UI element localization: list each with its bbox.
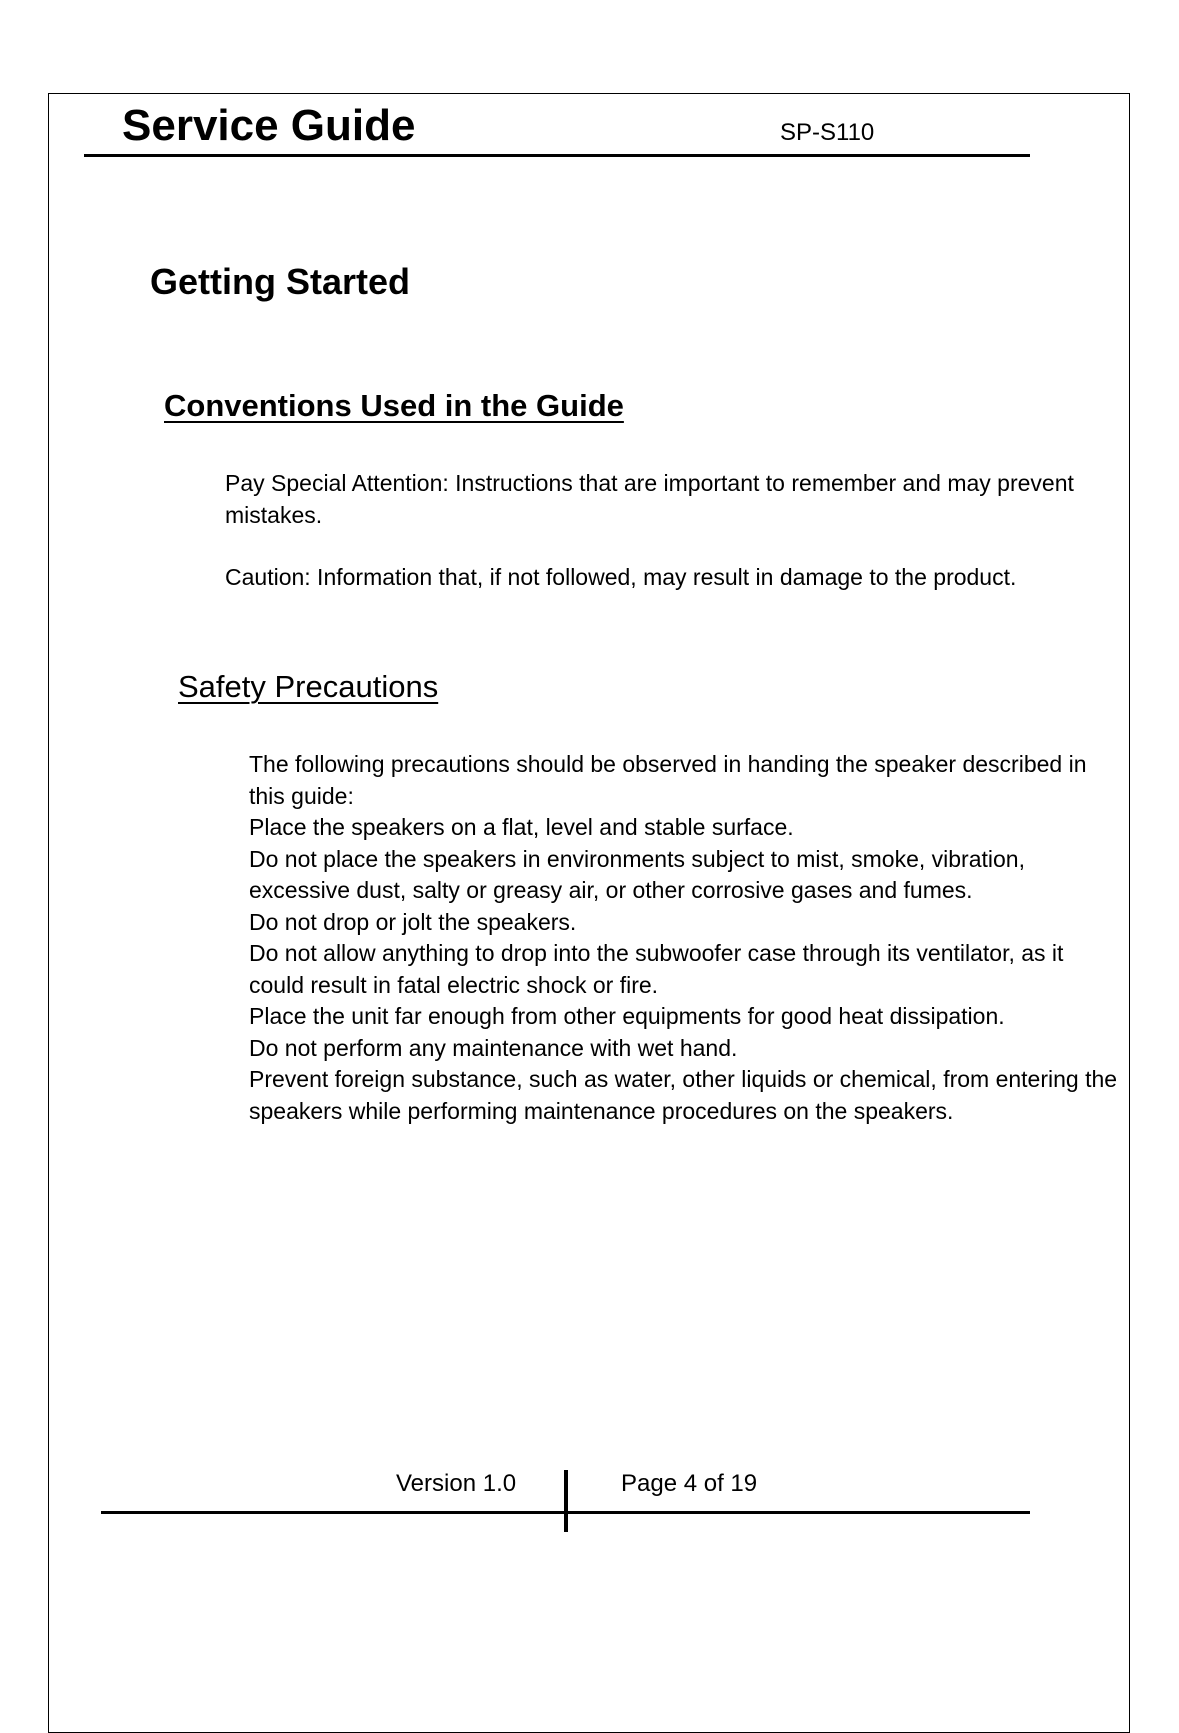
footer-version: Version 1.0: [396, 1470, 517, 1497]
model-number: SP-S110: [780, 119, 875, 146]
footer-divider: [564, 1470, 568, 1532]
safety-item: Do not place the speakers in environments subject to mist, smoke, vibration, excessive dust, salty or greasy air, or other corrosive gases and fumes.: [249, 845, 1025, 903]
safety-intro: The following precautions should be observed in handing the speaker described in this guide:: [249, 751, 1087, 809]
conventions-heading: Conventions Used in the Guide: [164, 388, 624, 423]
footer-page-number: Page 4 of 19: [621, 1470, 758, 1497]
safety-item: Place the speakers on a flat, level and stable surface.: [249, 814, 794, 840]
safety-item: Place the unit far enough from other equipments for good heat dissipation.: [249, 1003, 1005, 1029]
safety-heading: Safety Precautions: [178, 669, 439, 704]
caution-paragraph: Caution: Information that, if not followed, may result in damage to the product.: [225, 564, 1017, 590]
attention-paragraph: Pay Special Attention: Instructions that are important to remember and may prevent mistakes.: [225, 470, 1074, 528]
header-rule: [84, 154, 1030, 157]
safety-item: Do not allow anything to drop into the subwoofer case through its ventilator, as it could result in fatal electric shock or fire.: [249, 940, 1064, 998]
section-heading: Getting Started: [150, 261, 411, 302]
footer-rule: [101, 1511, 1030, 1514]
safety-item: Do not drop or jolt the speakers.: [249, 908, 577, 935]
safety-item: Prevent foreign substance, such as water, other liquids or chemical, from entering the speakers while performing maintenance procedures on the speakers.: [249, 1066, 1118, 1124]
safety-list: [249, 749, 1121, 1127]
safety-item: Do not perform any maintenance with wet hand.: [249, 1034, 738, 1061]
document-title: Service Guide: [122, 101, 416, 150]
